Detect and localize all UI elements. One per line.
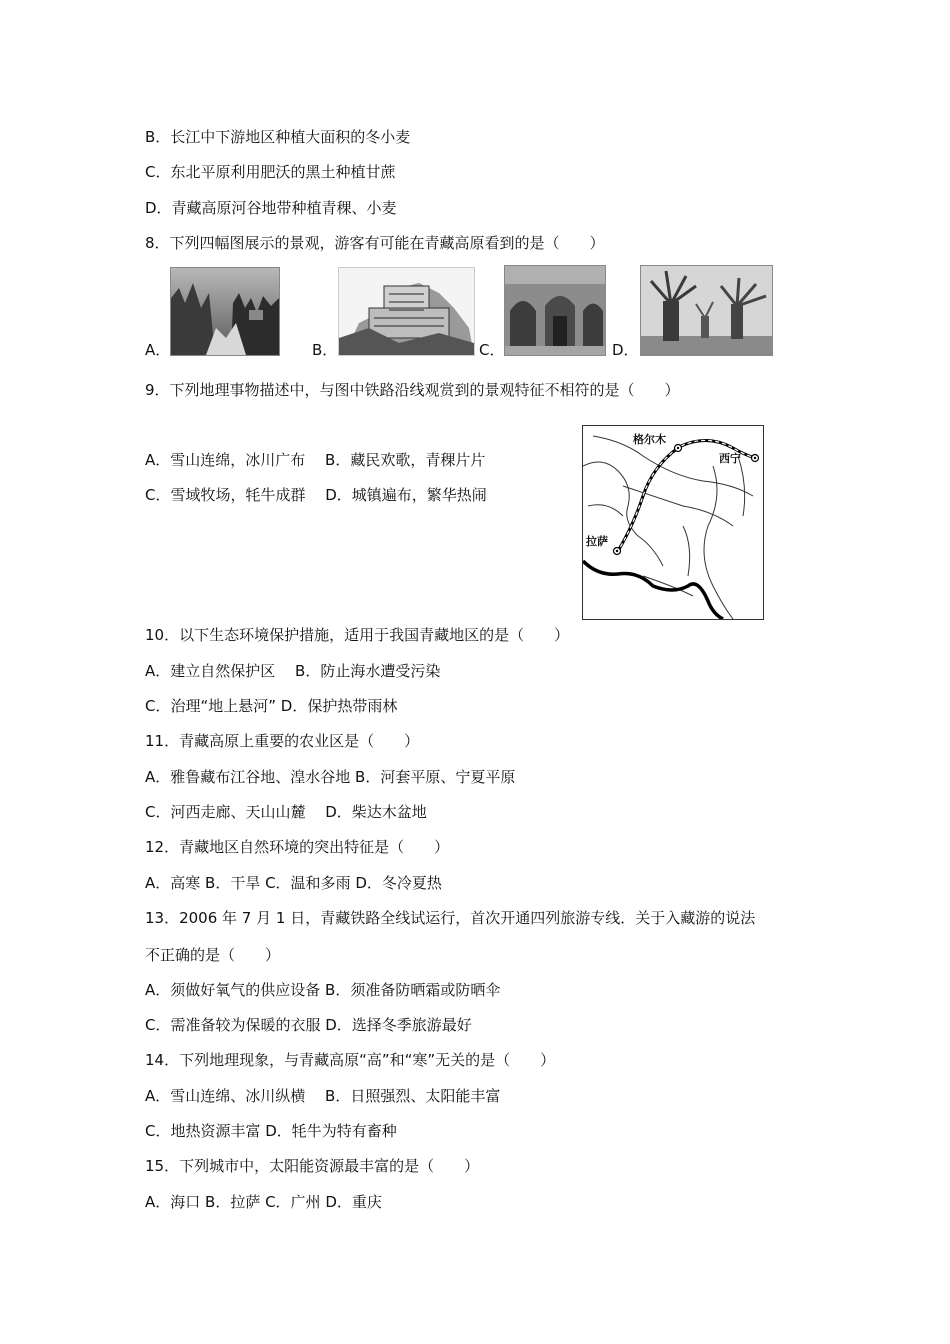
q12-stem: 12．青藏地区自然环境的突出特征是（ ） [145, 838, 450, 856]
q9-stem: 9．下列地理事物描述中，与图中铁路沿线观赏到的景观特征不相符的是（ ） [145, 381, 680, 399]
q8-label-b: B． [312, 341, 338, 359]
cave-dwelling-photo [504, 265, 606, 356]
q8-label-d: D． [612, 341, 639, 359]
q7-option-c: C．东北平原利用肥沃的黑土种植甘蔗 [145, 163, 396, 181]
q11-stem: 11．青藏高原上重要的农业区是（ ） [145, 732, 420, 750]
q11-options-ab: A．雅鲁藏布江谷地、湟水谷地 B．河套平原、宁夏平原 [145, 768, 516, 786]
potala-palace-photo [338, 267, 475, 356]
q9-options-cd: C．雪域牧场，牦牛成群 D．城镇遍布，繁华热闹 [145, 486, 487, 504]
map-label-xining: 西宁 [719, 452, 741, 465]
q14-options-ab: A．雪山连绵、冰川纵横 B．日照强烈、太阳能丰富 [145, 1087, 501, 1105]
q13-options-cd: C．需准备较为保暖的衣服 D．选择冬季旅游最好 [145, 1016, 472, 1034]
karst-landscape-photo [170, 267, 280, 356]
q11-options-cd: C．河西走廊、天山山麓 D．柴达木盆地 [145, 803, 427, 821]
q14-stem: 14．下列地理现象，与青藏高原“高”和“寒”无关的是（ ） [145, 1051, 556, 1069]
q10-options-ab: A．建立自然保护区 B．防止海水遭受污染 [145, 662, 441, 680]
q10-options-cd: C．治理“地上悬河” D．保护热带雨林 [145, 697, 398, 715]
q13-stem-line2: 不正确的是（ ） [145, 946, 281, 964]
map-label-lhasa: 拉萨 [586, 535, 608, 548]
map-label-golmud: 格尔木 [633, 433, 666, 446]
q12-options: A．高寒 B．干旱 C．温和多雨 D．冬冷夏热 [145, 874, 442, 892]
q7-option-d: D．青藏高原河谷地带种植青稞、小麦 [145, 199, 397, 217]
q14-options-cd: C．地热资源丰富 D．牦牛为特有畜种 [145, 1122, 397, 1140]
q8-label-c: C． [479, 341, 505, 359]
baobab-trees-photo [640, 265, 773, 356]
qinghai-tibet-railway-map [582, 425, 764, 620]
q10-stem: 10．以下生态环境保护措施，适用于我国青藏地区的是（ ） [145, 626, 570, 644]
q13-options-ab: A．须做好氧气的供应设备 B．须准备防晒霜或防晒伞 [145, 981, 501, 999]
q7-option-b: B．长江中下游地区种植大面积的冬小麦 [145, 128, 411, 146]
q8-label-a: A． [145, 341, 171, 359]
q9-options-ab: A．雪山连绵，冰川广布 B．藏民欢歌，青稞片片 [145, 451, 486, 469]
q15-options: A．海口 B．拉萨 C．广州 D．重庆 [145, 1193, 382, 1211]
q13-stem-line1: 13．2006 年 7 月 1 日，青藏铁路全线试运行，首次开通四列旅游专线．关于入藏游的说法 [145, 909, 756, 927]
q15-stem: 15．下列城市中，太阳能资源最丰富的是（ ） [145, 1157, 480, 1175]
q8-stem: 8．下列四幅图展示的景观，游客有可能在青藏高原看到的是（ ） [145, 234, 605, 252]
